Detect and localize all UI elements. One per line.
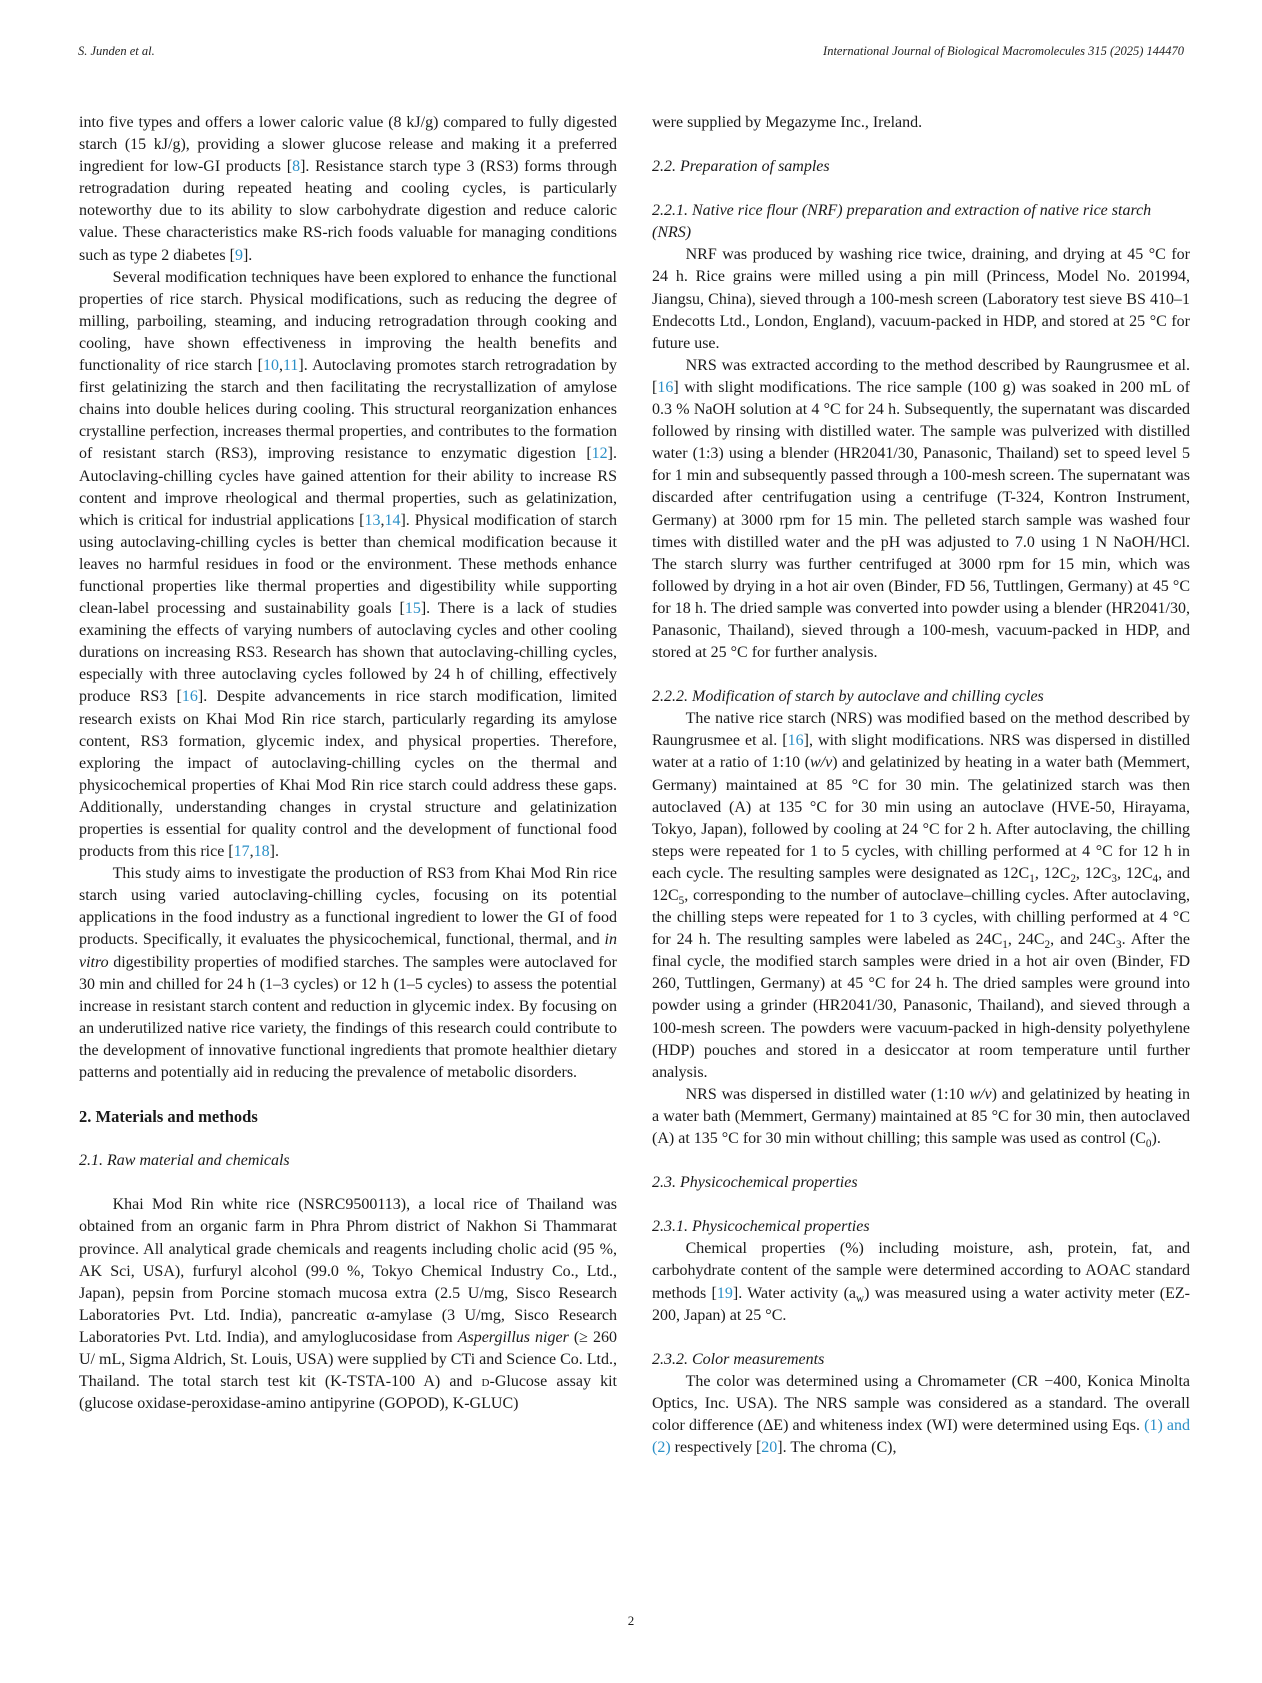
right-column bbox=[652, 112, 1190, 1459]
paragraph-study-aims: This study aims to investigate the production of RS3 from Khai Mod Rin rice starch using varied autoclaving-chilling cycles, focusing on its potential applications in the food industry as a functional ingredient to lower the GI of food products. Specifically, it evaluates the physicochemical, functional, thermal, and in vitro digestibility properties of modified starches. The samples were autoclaved for 30 min and chilled for 24 h (1–3 cycles) or 12 h (1–5 cycles) to assess the potential increase in resistant starch content and reduction in glycemic index. By focusing on an underutilized native rice variety, the findings of this research could contribute to the development of innovative functional ingredients that promote healthier dietary patterns and potentially aid in reducing the prevalence of metabolic disorders. bbox=[79, 865, 617, 1082]
paragraph-control: NRS was dispersed in distilled water (1:10 w/v) and gelatinized by heating in a water bath (Memmert, Germany) maintained at 85 °C for 30 min, then autoclaved (A) at 135 °C for 30 min without chilling; this sample was used as control $(C_0)$. bbox=[652, 1085, 1191, 1151]
paragraph-raw-material: Khai Mod Rin white rice (NSRC9500113), a local rice of Thailand was obtained from an organic farm in Phra Phrom district of Nakhon Si Thammarat province. All analytical grade chemicals and reagents including cholic acid (95 %, AK Sci, USA), furfuryl alcohol (99.0 %, Tokyo Chemical Industry Co., Ltd., Japan), pepsin from Porcine stomach mucosa extra (2.5 U/mg, Sisco Research Laboratories Pvt. Ltd. India), pancreatic α-amylase (3 U/mg, Sisco Research Laboratories Pvt. Ltd. India), and amyloglucosidase from Aspergillus niger (≥ 260 U/ mL, Sigma Aldrich, St. Louis, USA) were supplied by CTi and Science Co. Ltd., Thailand. The total starch test kit (K-TSTA-100 A) and d-Glucose assay kit (glucose oxidase-peroxidase-amino antipyrine (GOPOD), K-GLUC) bbox=[79, 1196, 618, 1413]
citation-link[interactable]: 15 bbox=[404, 600, 421, 618]
paragraph-color: The color was determined using a Chromameter (CR −400, Konica Minolta Optics, Inc. USA). The NRS sample was considered as a standard. The overall color difference (ΔE) and whiteness index (WI) were determined using Eqs. (1) and (2) respectively [20]. The chroma (C), bbox=[652, 1372, 1190, 1457]
citation-link[interactable]: 11 bbox=[282, 357, 299, 375]
citation-link[interactable]: 19 bbox=[716, 1284, 733, 1302]
citation-link[interactable]: 18 bbox=[253, 843, 270, 861]
journal-header: International Journal of Biological Macromolecules 315 (2025) 144470 bbox=[823, 44, 1184, 58]
citation-link[interactable]: 9 bbox=[234, 246, 243, 264]
citation-link[interactable]: 20 bbox=[761, 1439, 778, 1457]
equation-link[interactable]: (1) and (2) bbox=[652, 1416, 1190, 1457]
paragraph-megazyme: were supplied by Megazyme Inc., Ireland. bbox=[652, 114, 923, 131]
paragraph-modification: The native rice starch (NRS) was modified based on the method described by Raungrusmee et al. [16], with slight modifications. NRS was dispersed in distilled water at a ratio of 1:10 (w/v) and gelatinized by heating in a water bath (Memmert, Germany) maintained at 85 °C for 30 min. The gelatinized starch was then autoclaved (A) at 135 °C for 30 min using an autoclave (HVE-50, Hirayama, Tokyo, Japan), followed by cooling at 24 °C for 2 h. After autoclaving, the chilling steps were repeated for 1 to 5 cycles, with chilling performed at 4 °C for 12 h in each cycle. The resulting samples were designated as $12C_1$, $12C_2$, $12C_3$, $12C_4$, and $12C_5$, corresponding to the number of autoclave–chilling cycles. After autoclaving, the chilling steps were repeated for 1 to 3 cycles, with chilling performed at 4 °C for 24 h. The resulting samples were labeled as $24C_1$, $24C_2$, and $24C_3$. After the final cycle, the modified starch samples were dried in a hot air oven (Binder, FD 260, Tuttlingen, Germany) at 45 °C for 24 h. The dried samples were ground into powder using a grinder (HR2041/30, Panasonic, Thailand), and sieved through a 100-mesh screen. The powders were vacuum-packed in high-density polyethylene (HDP) pouches and stored in a desiccator at room temperature until further analysis. bbox=[652, 710, 1191, 1081]
paragraph-intro-rs: into five types and offers a lower caloric value (8 kJ/g) compared to fully digested starch (15 kJ/g), providing a slower glucose release and making it a preferred ingredient for low-GI products [8]. Resistance starch type 3 (RS3) forms through retrogradation during repeated heating and cooling cycles, is particularly noteworthy due to its ability to slow carbohydrate digestion and reduce caloric value. These characteristics make RS-rich foods valuable for managing conditions such as type 2 diabetes [9]. bbox=[79, 114, 617, 264]
citation-link[interactable]: 14 bbox=[384, 511, 401, 529]
subsubsection-heading-modification: 2.2.2. Modification of starch by autoclave and chilling cycles bbox=[652, 688, 1044, 706]
citation-link[interactable]: 17 bbox=[233, 843, 250, 861]
citation-link[interactable]: 16 bbox=[181, 688, 198, 706]
subsection-heading-preparation: 2.2. Preparation of samples bbox=[652, 158, 830, 176]
page-number: 2 bbox=[627, 1613, 635, 1628]
citation-link[interactable]: 16 bbox=[787, 732, 804, 750]
subsubsection-heading-nrf-nrs: 2.2.1. Native rice flour (NRF) preparation and extraction of native rice starch (NRS) bbox=[652, 202, 1152, 242]
paragraph-modification-techniques: Several modification techniques have been explored to enhance the functional properties of rice starch. Physical modifications, such as reducing the degree of milling, parboiling, steaming, and inducing retrogradation through cooking and cooling, have shown effectiveness in improving the health benefits and functionality of rice starch [10,11]. Autoclaving promotes starch retrogradation by first gelatinizing the starch and then facilitating the recrystallization of amylose chains into double helices during cooling. This structural reorganization enhances crystalline perfection, increases thermal properties, and contributes to the formation of resistant starch (RS3), improving resistance to enzymatic digestion [12]. Autoclaving-chilling cycles have gained attention for their ability to increase RS content and improve rheological and thermal properties, such as gelatinization, which is critical for industrial applications [13,14]. Physical modification of starch using autoclaving-chilling cycles is better than chemical modification because it leaves no harmful residues in food or the environment. These methods enhance functional properties like thermal properties and digestibility while supporting clean-label processing and sustainability goals [15]. There is a lack of studies examining the effects of varying numbers of autoclaving cycles and other cooling durations on increasing RS3. Research has shown that autoclaving-chilling cycles, especially with three autoclaving cycles followed by 24 h of chilling, effectively produce RS3 [16]. Despite advancements in rice starch modification, limited research exists on Khai Mod Rin rice starch, particularly regarding its amylose content, RS3 formation, glycemic index, and physical properties. Therefore, exploring the impact of autoclaving-chilling cycles on the thermal and physicochemical properties of Khai Mod Rin rice starch could address these gaps. Additionally, understanding changes in crystal structure and gelatinization properties is essential for quality control and the development of functional food products from this rice [17,18]. bbox=[79, 268, 617, 861]
citation-link[interactable]: 8 bbox=[292, 158, 301, 176]
author-header: S. Junden et al. bbox=[78, 44, 155, 58]
citation-link[interactable]: 10 bbox=[262, 357, 279, 375]
subsubsection-heading-physicochemical: 2.3.1. Physicochemical properties bbox=[652, 1218, 870, 1236]
running-header bbox=[78, 44, 1184, 59]
subsection-heading-raw-material: 2.1. Raw material and chemicals bbox=[79, 1152, 290, 1170]
section-heading-materials-methods: 2. Materials and methods bbox=[79, 1107, 258, 1127]
citation-link[interactable]: 16 bbox=[657, 378, 674, 396]
citation-link[interactable]: 12 bbox=[591, 445, 608, 463]
paragraph-chemical-properties: Chemical properties (%) including moisture, ash, protein, fat, and carbohydrate content of the sample were determined according to AOAC standard methods [19]. Water activity $(a_w)$ was measured using a water activity meter (EZ-200, Japan) at 25 °C. bbox=[652, 1240, 1191, 1324]
left-column bbox=[79, 112, 617, 1415]
paragraph-nrf: NRF was produced by washing rice twice, draining, and drying at 45 °C for 24 h. Rice grains were milled using a pin mill (Princess, Model No. 201994, Jiangsu, China), sieved through a 100-mesh screen (Laboratory test sieve BS 410–1 Endecotts Ltd., London, England), vacuum-packed in HDP, and stored at 25 °C for future use. bbox=[652, 246, 1190, 352]
paragraph-nrs-extraction: NRS was extracted according to the method described by Raungrusmee et al. [16] with slight modifications. The rice sample (100 g) was soaked in 200 mL of 0.3 % NaOH solution at 4 °C for 24 h. Subsequently, the supernatant was discarded followed by rinsing with distilled water. The sample was pulverized with distilled water (1:3) using a blender (HR2041/30, Panasonic, Thailand) set to speed level 5 for 1 min and subsequently passed through a 100-mesh screen. The supernatant was discarded after centrifugation using a centrifuge (T-324, Kontron Instrument, Germany) at 3000 rpm for 15 min. The pelleted starch sample was washed four times with distilled water and the pH was adjusted to 7.0 using 1 N NaOH/HCl. The starch slurry was further centrifuged at 3000 rpm for 15 min, which was followed by drying in a hot air oven (Binder, FD 56, Tuttlingen, Germany) at 45 °C for 18 h. The dried sample was converted into powder using a blender (HR2041/30, Panasonic, Thailand), sieved through a 100-mesh, vacuum-packed in HDP, and stored at 25 °C for further analysis. bbox=[652, 356, 1190, 662]
subsection-heading-physicochemical: 2.3. Physicochemical properties bbox=[652, 1174, 858, 1192]
citation-link[interactable]: 13 bbox=[364, 511, 381, 529]
subsubsection-heading-color: 2.3.2. Color measurements bbox=[652, 1350, 825, 1368]
